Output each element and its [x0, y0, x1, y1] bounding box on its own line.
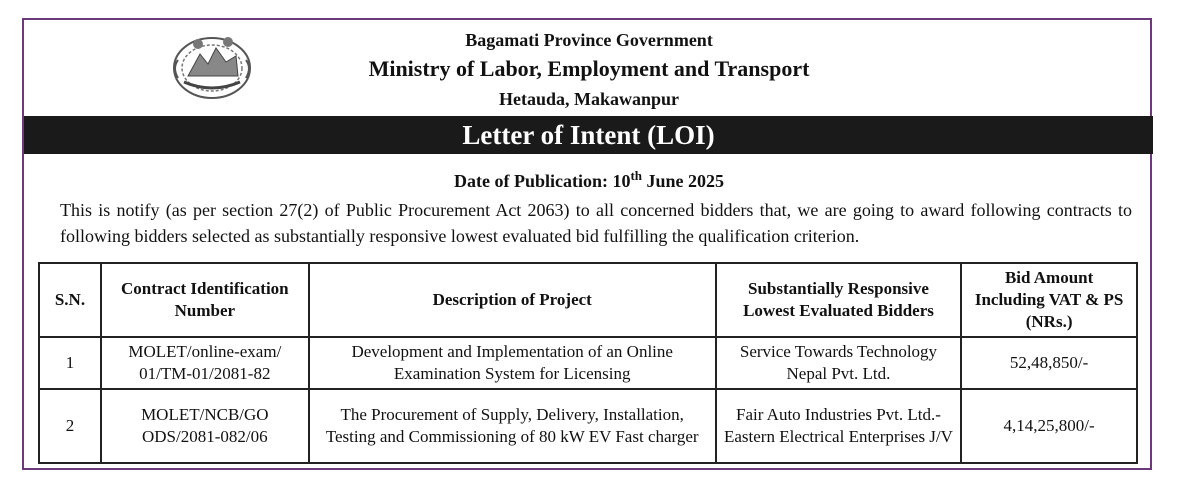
- header-amount: Bid Amount Including VAT & PS (NRs.): [961, 263, 1137, 337]
- cell-contract-id: MOLET/NCB/GO ODS/2081-082/06: [101, 389, 309, 463]
- publication-date: Date of Publication: 10th June 2025: [453, 168, 725, 191]
- ministry-name: Ministry of Labor, Employment and Transport: [368, 56, 810, 81]
- cell-amount: 52,48,850/-: [961, 337, 1137, 389]
- cell-amount: 4,14,25,800/-: [961, 389, 1137, 463]
- table-row: [39, 337, 1137, 389]
- cell-sn: 2: [39, 389, 101, 463]
- award-table: [38, 262, 1138, 464]
- header-description: Description of Project: [309, 263, 716, 337]
- table-row: [39, 389, 1137, 463]
- office-location: Hetauda, Makawanpur: [498, 89, 680, 109]
- cell-bidder: Fair Auto Industries Pvt. Ltd.-Eastern Electrical Enterprises J/V: [716, 389, 962, 463]
- header-contract-id: Contract Identification Number: [101, 263, 309, 337]
- header-sn: S.N.: [39, 263, 101, 337]
- cell-description: The Procurement of Supply, Delivery, Installation, Testing and Commissioning of 80 kW EV Fast charger: [309, 389, 716, 463]
- province-name: Bagamati Province Government: [465, 30, 713, 50]
- notice-text: This is notify (as per section 27(2) of Public Procurement Act 2063) to all concerned bidders that, we are going to award following contracts to following bidders selected as substantially responsive lowest evaluated bid fulfilling the qualification criterion.: [60, 200, 1132, 246]
- cell-contract-id: MOLET/online-exam/ 01/TM-01/2081-82: [101, 337, 309, 389]
- document-title: Letter of Intent (LOI): [24, 116, 1153, 154]
- cell-bidder: Service Towards Technology Nepal Pvt. Ltd.: [716, 337, 962, 389]
- header-bidder: Substantially Responsive Lowest Evaluated Bidders: [716, 263, 962, 337]
- table-header-row: [39, 263, 1137, 337]
- cell-sn: 1: [39, 337, 101, 389]
- cell-description: Development and Implementation of an Online Examination System for Licensing: [309, 337, 716, 389]
